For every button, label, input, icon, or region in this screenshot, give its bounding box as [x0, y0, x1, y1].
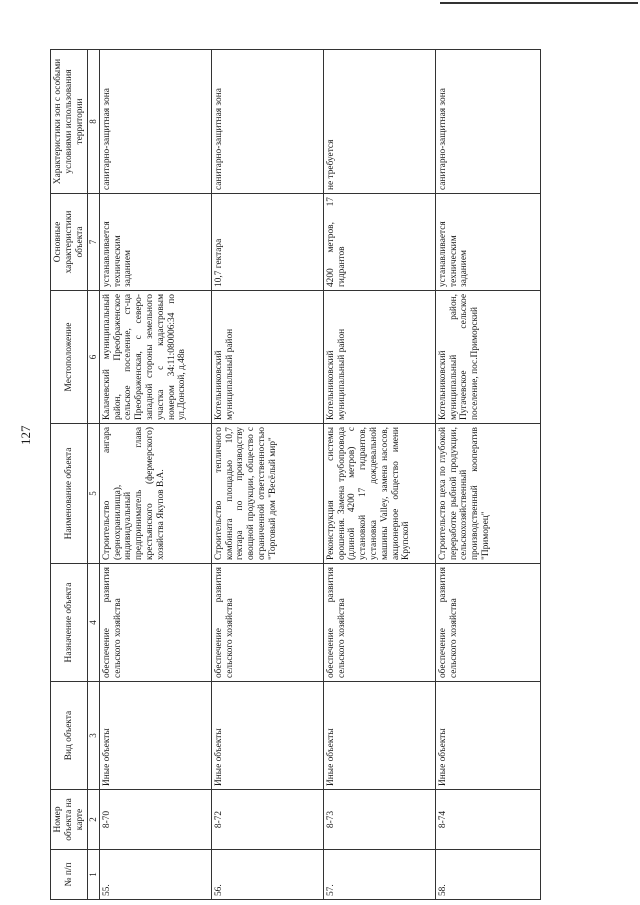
header-cell: Наименование объекта: [51, 424, 88, 564]
object-location: Котельниковский муниципальный район: [211, 291, 323, 424]
table-row: [99, 50, 211, 900]
objects-table: [50, 49, 541, 900]
row-number: 55.: [99, 850, 211, 900]
header-row: [51, 50, 88, 900]
map-number: 8-74: [435, 790, 540, 850]
object-characteristics: 10,7 гектара: [211, 194, 323, 291]
table-row: [211, 50, 323, 900]
header-cell: Основные характеристики объекта: [51, 194, 88, 291]
map-number: 8-70: [99, 790, 211, 850]
column-number: 7: [88, 194, 99, 291]
object-characteristics: устанавливается техническим заданием: [99, 194, 211, 291]
row-number: 57.: [323, 850, 435, 900]
object-characteristics: 4200 метров, 17 гидрантов: [323, 194, 435, 291]
object-location: Котельниковский муниципальный район, Пугачевское сельское поселение, пос.Приморский: [435, 291, 540, 424]
header-cell: Назначение объекта: [51, 564, 88, 682]
object-type: Иные объекты: [99, 682, 211, 790]
map-number: 8-72: [211, 790, 323, 850]
object-purpose: обеспечение развития сельского хозяйства: [211, 564, 323, 682]
zone-characteristics: не требуется: [323, 50, 435, 194]
column-number: 6: [88, 291, 99, 424]
header-cell: Номер объекта на карте: [51, 790, 88, 850]
row-number: 56.: [211, 850, 323, 900]
column-number: 5: [88, 424, 99, 564]
object-type: Иные объекты: [211, 682, 323, 790]
column-number-row: [88, 50, 99, 900]
object-name: Реконструкция системы орошения. Замена трубопровода (длиной 4200 метров) с установкой 17 гидрантов, установка дождевальной машины Valley, замена насосов, акционерное общество имени Крупской: [323, 424, 435, 564]
column-number: 3: [88, 682, 99, 790]
rotated-table-wrapper: [50, 50, 590, 900]
object-type: Иные объекты: [323, 682, 435, 790]
scan-edge-line: [440, 2, 638, 4]
column-number: 4: [88, 564, 99, 682]
zone-characteristics: санитарно-защитная зона: [435, 50, 540, 194]
page-number: 127: [18, 425, 33, 445]
row-number: 58.: [435, 850, 540, 900]
header-cell: Вид объекта: [51, 682, 88, 790]
object-purpose: обеспечение развития сельского хозяйства: [99, 564, 211, 682]
object-purpose: обеспечение развития сельского хозяйства: [435, 564, 540, 682]
object-name: Строительство тепличного комбината площадью 10,7 гектара по производству овощной продукции, общество с ограниченной ответственностью "Торговый дом "Весёлый мир": [211, 424, 323, 564]
table-row: [435, 50, 540, 900]
object-name: Строительство цеха по глубокой переработке рыбной продукции, сельскохозяйственный производственный кооператив "Приморец": [435, 424, 540, 564]
object-type: Иные объекты: [435, 682, 540, 790]
zone-characteristics: санитарно-защитная зона: [211, 50, 323, 194]
column-number: 1: [88, 850, 99, 900]
zone-characteristics: санитарно-защитная зона: [99, 50, 211, 194]
header-cell: № п/п: [51, 850, 88, 900]
header-cell: Характеристики зон с особыми условиями использования территории: [51, 50, 88, 194]
object-location: Калачевский муниципальный район, Преображенское сельское поселение, ст-ца Преображенская, с северо-западной стороны земельного участка с кадастровым номером 34:11:080006:34 по ул.Донской, д.48в: [99, 291, 211, 424]
column-number: 2: [88, 790, 99, 850]
object-location: Котельниковский муниципальный район: [323, 291, 435, 424]
column-number: 8: [88, 50, 99, 194]
table-row: [323, 50, 435, 900]
object-characteristics: устанавливается техническим заданием: [435, 194, 540, 291]
header-cell: Местоположение: [51, 291, 88, 424]
map-number: 8-73: [323, 790, 435, 850]
object-purpose: обеспечение развития сельского хозяйства: [323, 564, 435, 682]
object-name: Строительство ангара (зернохранилища), индивидуальный предприниматель глава крестьянского (фермерского) хозяйства Якупов В.А.: [99, 424, 211, 564]
